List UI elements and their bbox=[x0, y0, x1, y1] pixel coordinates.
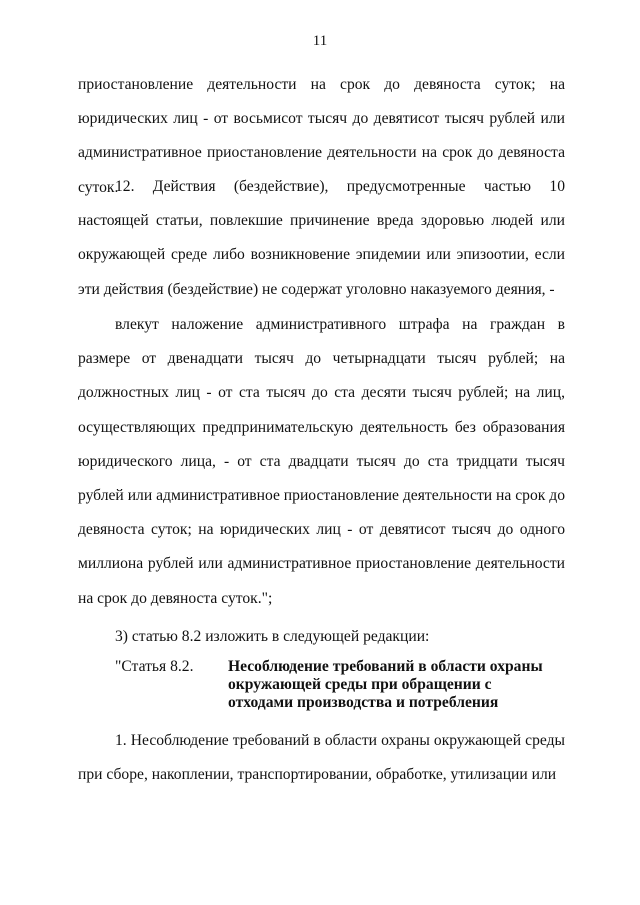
page-number: 11 bbox=[312, 33, 328, 49]
paragraph-amendment-instruction: 3) статью 8.2 изложить в следующей редакции: bbox=[115, 628, 430, 645]
article-number: "Статья 8.2. bbox=[115, 658, 194, 675]
article-title: Несоблюдение требований в области охраны окружающей среды при обращении с отходами производства и потребления bbox=[228, 658, 543, 711]
paragraph-part-1: 1. Несоблюдение требований в области охраны окружающей среды при сборе, накоплении, транспортировании, обработке, утилизации или bbox=[78, 732, 565, 784]
paragraph-continuation: приостановление деятельности на срок до девяноста суток; на юридических лиц - от восьмисот тысяч до девятисот тысяч рублей или административное приостановление деятельности на срок до девяноста суток. bbox=[78, 76, 565, 196]
paragraph-part-12: 12. Действия (бездействие), предусмотренные частью 10 настоящей статьи, повлекшие причинение вреда здоровью людей или окружающей среде либо возникновение эпидемии или эпизоотии, если эти действия (бездействие) не содержат уголовно наказуемого деяния, - bbox=[78, 178, 565, 298]
paragraph-penalties: влекут наложение административного штрафа на граждан в размере от двенадцати тысяч до четырнадцати тысяч рублей; на должностных лиц - от ста тысяч до ста десяти тысяч рублей; на лиц, осуществляющих предпринимательскую деятельность без образования юридического лица, - от ста двадцати тысяч до ста тридцати тысяч рублей или административное приостановление деятельности на срок до девяноста суток; на юридических лиц - от девятисот тысяч до одного миллиона рублей или административное приостановление деятельности на срок до девяноста суток."; bbox=[78, 316, 565, 607]
